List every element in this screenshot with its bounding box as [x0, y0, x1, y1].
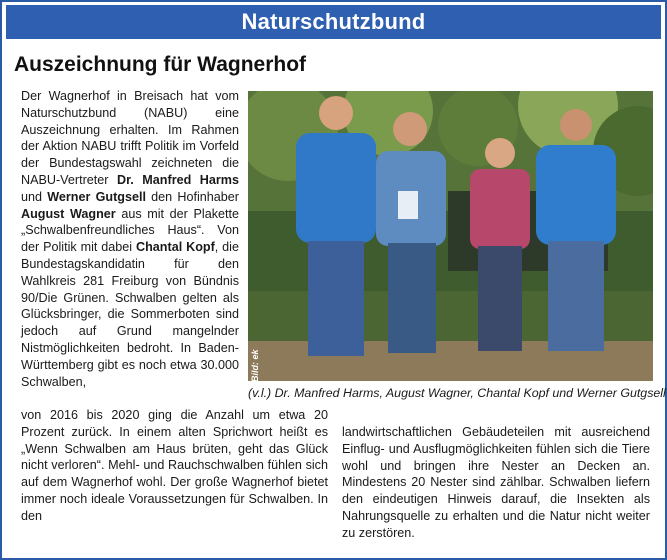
section-banner: Naturschutzbund [6, 5, 661, 39]
photo-credit-text: Bild: ek [250, 349, 260, 382]
photo-illustration [248, 91, 653, 381]
person-name-kopf: Chantal Kopf [136, 240, 215, 255]
person-name-wagner: August Wagner [21, 206, 116, 221]
intro-text-5: , die Bundestagskandidatin für den Wahlkreis 281 Freiburg von Bündnis 90/Die Grünen. Schwalben gelten als Glücksbringer, die Sommerboten sind jedoch auf Grund mangelnder Nistmöglichkeiten bedroht. In Baden-Württemberg gibt es noch etwa 30.000 Schwalben, [21, 240, 239, 389]
article-headline: Auszeichnung für Wagnerhof [14, 53, 307, 76]
intro-text-1: Der Wagnerhof in Breisach hat vom Naturschutzbund (NABU) eine Auszeichnung erhalten. Im Rahmen der Aktion NABU trifft Politik im Vorfeld der Bundestagswahl zeichneten die NABU-Vertreter [21, 89, 239, 187]
article-paragraph-left: von 2016 bis 2020 ging die Anzahl um etwa 20 Prozent zurück. In einem alten Sprichwort heißt es „Wenn Schwalben am Haus brüten, geht das Glück nicht verloren“. Mehl- und Rauchschwalben fühlen sich auf dem Wagnerhof wohl. Der große Wagnerhof bietet immer noch ideale Voraussetzungen für Schwalben. In den [21, 408, 328, 523]
intro-text-4: aus mit der Plakette „Schwalbenfreundliches Haus“. Von der Politik mit dabei [21, 206, 240, 255]
intro-text-3: den Hofinhaber [145, 189, 239, 204]
article-intro-column [21, 88, 239, 390]
intro-text-2: und [21, 189, 48, 204]
article-column-right [342, 424, 650, 542]
article-column-left [21, 407, 328, 525]
photo-credit [250, 332, 264, 382]
person-name-harms: Dr. Manfred Harms [117, 172, 239, 187]
intro-paragraph [21, 88, 239, 390]
article-photo [248, 91, 653, 381]
article-paragraph-right: landwirtschaftlichen Gebäudeteilen mit ausreichend Einflug- und Ausflugmöglichkeiten fühlen sich die Tiere wohl und bringen ihre Nester an Decken an. Mindestens 20 Nester sind zählbar. Schwalben liefern den eindeutigen Hinweis darauf, die Insekten als Nahrungsquelle zu erhalten und die Natur nicht weiter zu zerstören. [342, 425, 650, 540]
person-name-gutgsell: Werner Gutgsell [47, 189, 146, 204]
photo-caption: (v.l.) Dr. Manfred Harms, August Wagner, Chantal Kopf und Werner Gutgsell [248, 386, 666, 400]
